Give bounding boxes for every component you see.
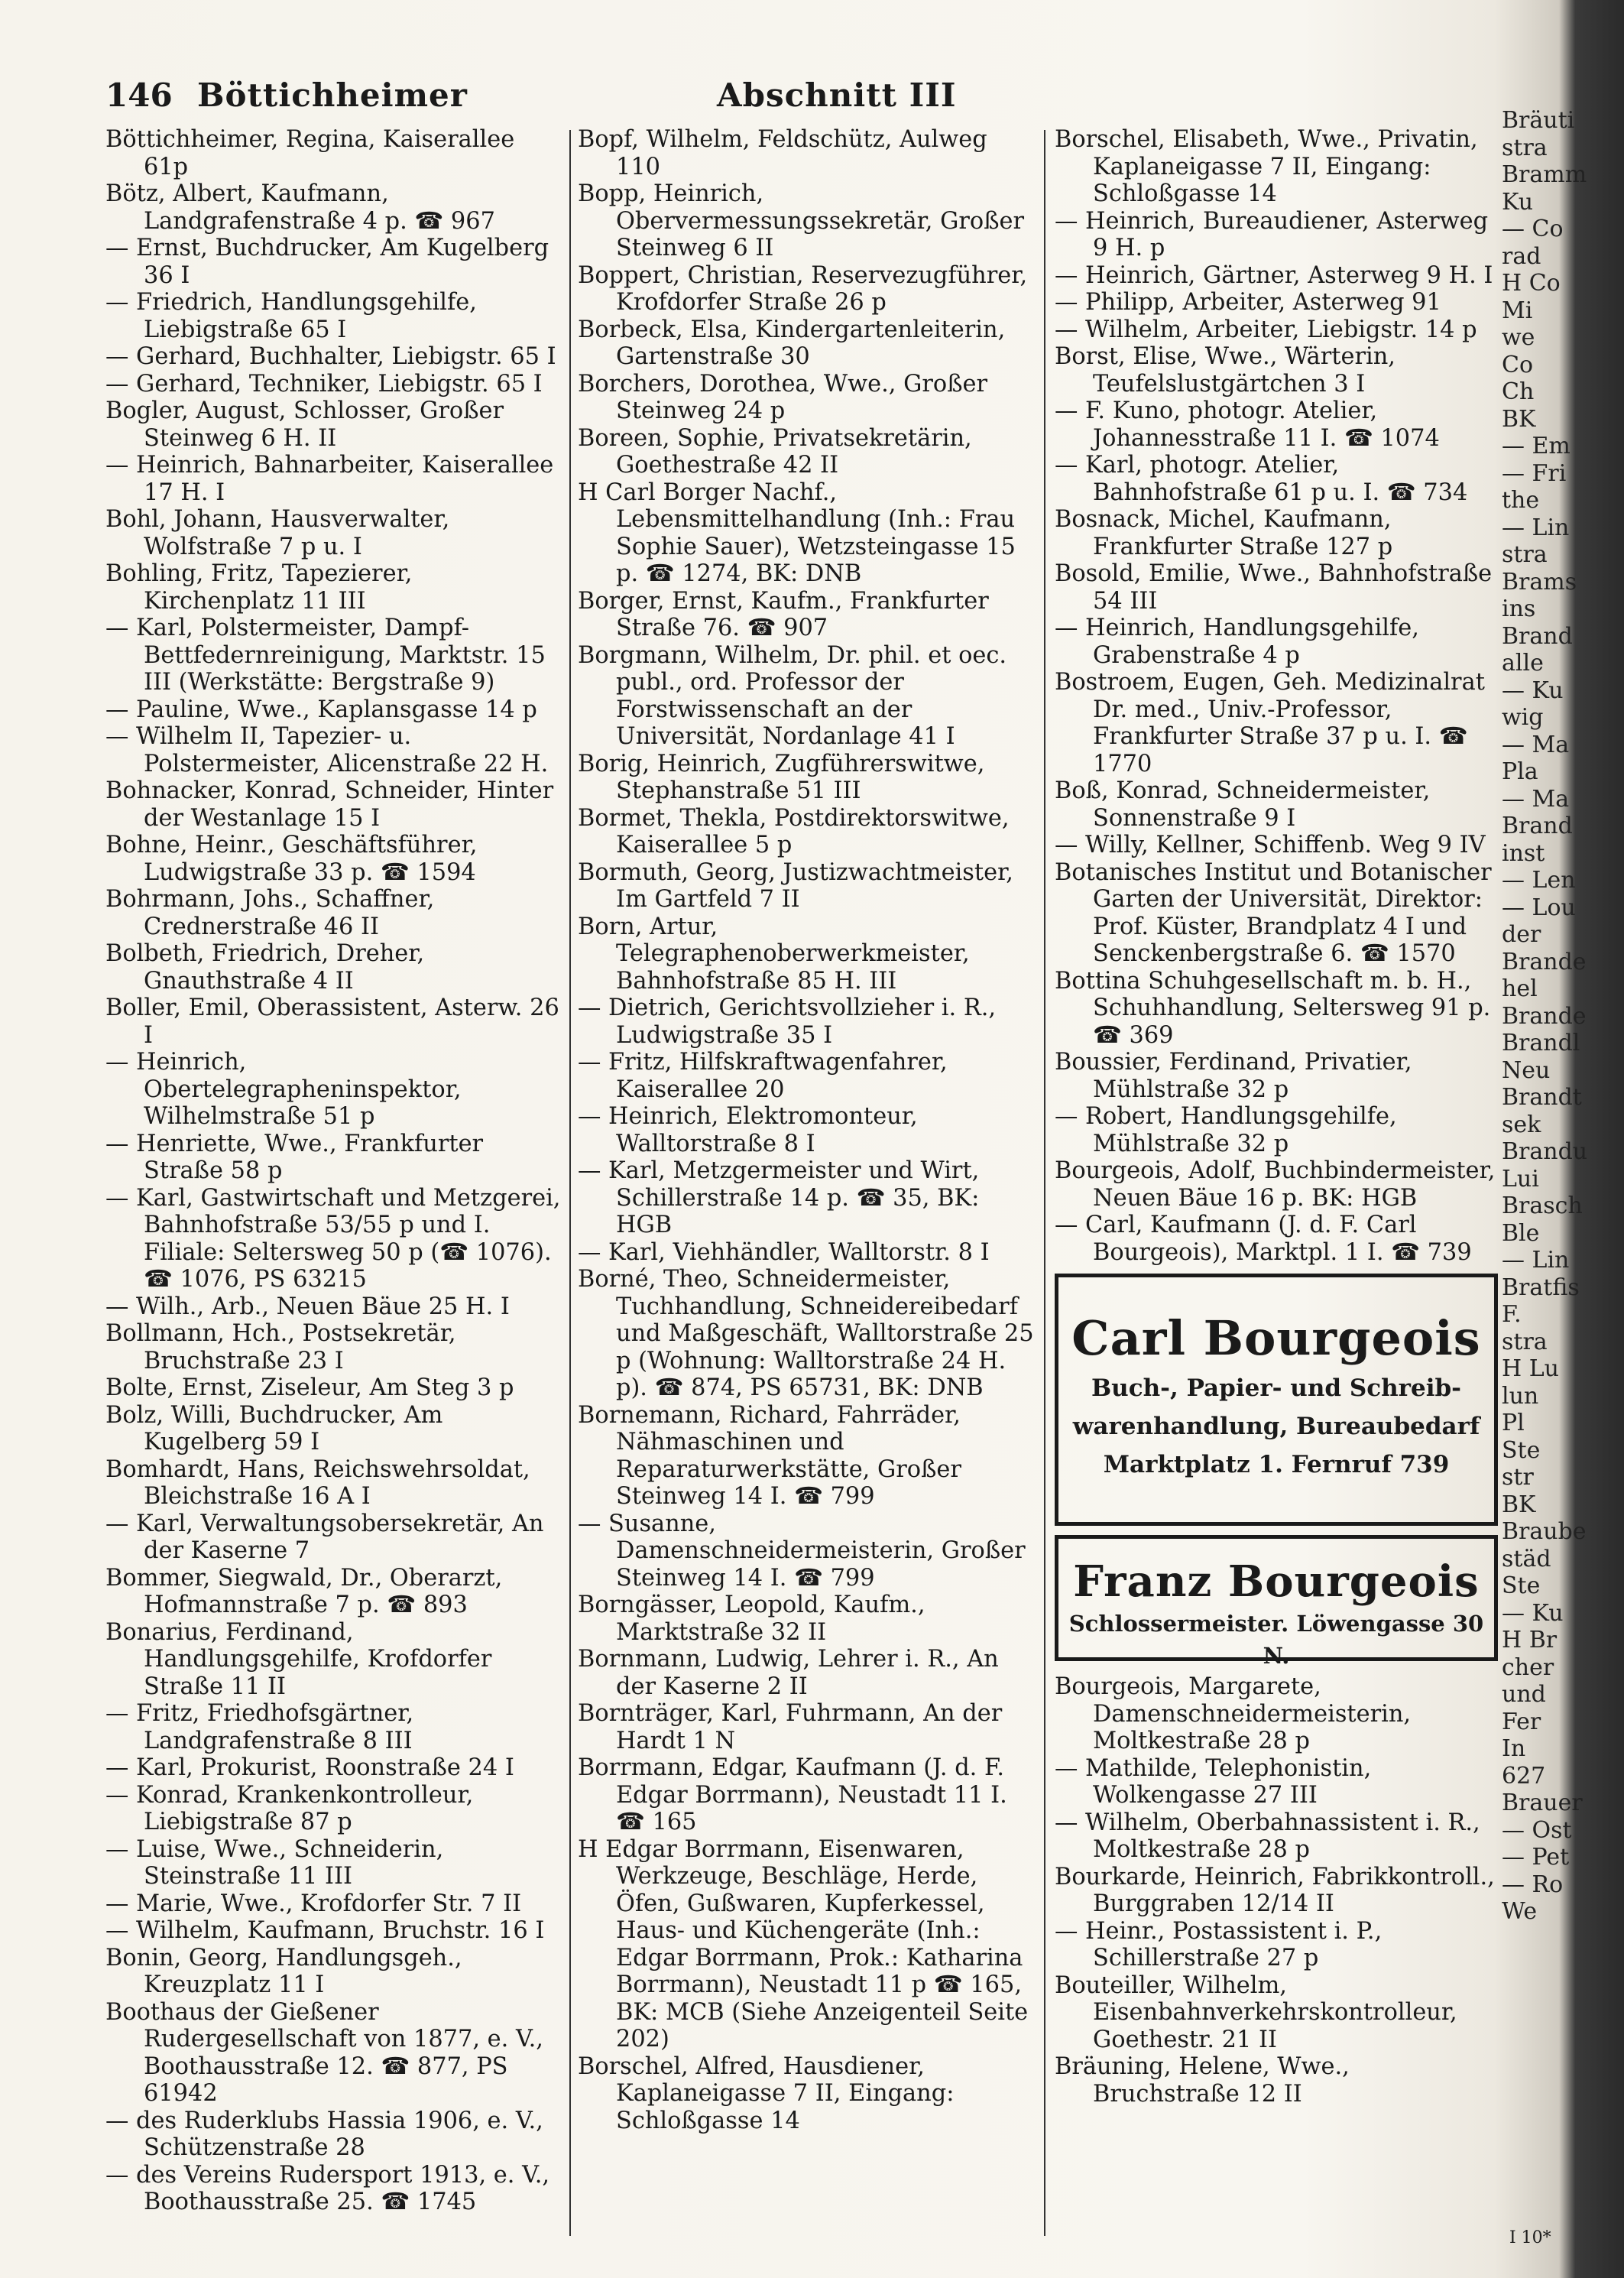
margin-fragment: der [1502,921,1541,948]
signature-mark: I 10* [1509,2228,1551,2247]
directory-entry: Borgmann, Wilhelm, Dr. phil. et oec. publ., ord. Professor der Forstwissenschaft an der Universität, Nordanlage 41 I [578,641,1007,750]
margin-fragment: Ble [1502,1219,1540,1247]
margin-fragment: Co [1502,351,1534,378]
directory-entry: — F. Kuno, photogr. Atelier, Johannesstraße 11 I. ☎ 1074 [1055,398,1440,452]
directory-entry: Bosold, Emilie, Wwe., Bahnhofstraße 54 III [1055,560,1493,615]
directory-entry: Boß, Konrad, Schneidermeister, Sonnenstraße 9 I [1055,777,1431,832]
margin-fragment: BK [1502,405,1536,433]
directory-entry: Bonin, Georg, Handlungsgeh., Kreuzplatz 11 I [105,1944,462,1998]
directory-entry: Bourgeois, Adolf, Buchbindermeister, Neuen Bäue 16 p. BK: HGB [1055,1157,1496,1212]
directory-entry: — Karl, Viehhändler, Walltorstr. 8 I [578,1238,990,1266]
margin-fragment: — Len [1502,867,1576,894]
section-title: Abschnitt III [717,76,957,114]
margin-fragment: Brandt [1502,1084,1582,1111]
margin-fragment: Mi [1502,297,1533,324]
directory-entry: — Wilh., Arb., Neuen Bäue 25 H. I [105,1293,510,1320]
directory-entry: Bosnack, Michel, Kaufmann, Frankfurter Straße 127 p [1055,506,1393,560]
margin-fragment: Ste [1502,1436,1541,1464]
directory-entry: Borchers, Dorothea, Wwe., Großer Steinweg 24 p [578,370,988,424]
margin-fragment: — Lou [1502,894,1576,921]
margin-fragment: — Ku [1502,677,1564,704]
column-left [105,126,562,2247]
directory-entry: Borrmann, Edgar, Kaufmann (J. d. F. Edgar Borrmann), Neustadt 11 I. ☎ 165 [578,1754,1007,1835]
margin-fragment: Fer [1502,1708,1541,1735]
entry-list-bottom [1055,1673,1498,2108]
margin-fragment: Bräuti [1502,107,1575,134]
margin-fragment: — Fri [1502,459,1567,487]
margin-fragment: we [1502,324,1535,351]
column-middle [578,126,1034,2247]
margin-fragment: — Lin [1502,514,1570,541]
directory-entry: — Heinr., Postassistent i. P., Schillerstraße 27 p [1055,1917,1383,1971]
margin-fragment: — Co [1502,216,1564,242]
directory-entry: — Friedrich, Handlungsgehilfe, Liebigstraße 65 I [105,289,477,343]
directory-entry: Bouteiller, Wilhelm, Eisenbahnverkehrskontrolleur, Goethestr. 21 II [1055,1971,1457,2053]
directory-entry: Bornträger, Karl, Fuhrmann, An der Hardt 1 N [578,1700,1003,1754]
directory-entry: — Heinrich, Obertelegrapheninspektor, Wilhelmstraße 51 p [105,1049,462,1130]
margin-fragment: sek [1502,1111,1541,1138]
directory-entry: Boppert, Christian, Reservezugführer, Krofdorfer Straße 26 p [578,261,1028,316]
directory-entry: — Marie, Wwe., Krofdorfer Str. 7 II [105,1890,522,1917]
directory-entry: — Wilhelm, Kaufmann, Bruchstr. 16 I [105,1917,545,1944]
directory-entry: — Pauline, Wwe., Kaplansgasse 14 p [105,696,537,723]
margin-fragment: — Lin [1502,1247,1570,1274]
directory-entry: Bohrmann, Johs., Schaffner, Crednerstraße 46 II [105,886,435,940]
directory-entry: Borig, Heinrich, Zugführerswitwe, Stephanstraße 51 III [578,750,985,804]
directory-entry: Bolz, Willi, Buchdrucker, Am Kugelberg 59 I [105,1401,443,1455]
directory-entry: Bogler, August, Schlosser, Großer Steinweg 6 H. II [105,398,504,452]
margin-fragment: Bramm [1502,161,1587,188]
margin-fragment: inst [1502,839,1545,867]
directory-entry: — des Vereins Rudersport 1913, e. V., Boothausstraße 25. ☎ 1745 [105,2161,550,2215]
directory-entry: — Wilhelm II, Tapezier- u. Polstermeister, Alicenstraße 22 H. [105,723,549,777]
directory-entry: — Fritz, Hilfskraftwagenfahrer, Kaiserallee 20 [578,1049,948,1103]
directory-entry: — des Ruderklubs Hassia 1906, e. V., Schützenstraße 28 [105,2107,543,2161]
directory-entry: Boothaus der Gießener Rudergesellschaft von 1877, e. V., Boothausstraße 12. ☎ 877, PS 61942 [105,1998,543,2107]
directory-entry: H Edgar Borrmann, Eisenwaren, Werkzeuge, Beschläge, Herde, Öfen, Gußwaren, Kupferkessel, Haus- und Küchengeräte (Inh.: Edgar Borrmann, Prok.: Katharina Borrmann), Neustadt 11 p ☎ 165, BK: MCB (Siehe Anzeigenteil Seite 202) [578,1835,1029,2052]
directory-entry: — Heinrich, Gärtner, Asterweg 9 H. I [1055,261,1493,289]
directory-entry: — Mathilde, Telephonistin, Wolkengasse 27 III [1055,1754,1372,1809]
directory-entry: — Wilhelm, Oberbahnassistent i. R., Moltkestraße 28 p [1055,1809,1480,1863]
directory-entry: Bonarius, Ferdinand, Handlungsgehilfe, Krofdorfer Straße 11 II [105,1618,492,1700]
directory-entry: Bohl, Johann, Hausverwalter, Wolfstraße 7 p u. I [105,506,450,560]
entry-list-top [1055,126,1498,1266]
directory-entry: Bolbeth, Friedrich, Dreher, Gnauthstraße 4 II [105,940,425,995]
directory-entry: Bohnacker, Konrad, Schneider, Hinter der Westanlage 15 I [105,777,554,832]
margin-fragment: Ku [1502,188,1534,216]
ad-title: Franz Bourgeois [1073,1556,1480,1607]
margin-fragment: — Ku [1502,1599,1564,1627]
margin-fragment: BK [1502,1491,1536,1518]
directory-entry: Borst, Elise, Wwe., Wärterin, Teufelslustgärtchen 3 I [1055,343,1395,398]
directory-entry: — Dietrich, Gerichtsvollzieher i. R., Ludwigstraße 35 I [578,995,997,1049]
margin-fragment: stra [1502,541,1548,568]
ad-title: Carl Bourgeois [1071,1310,1481,1366]
ad-line: Schlossermeister. Löwengasse 30 N. [1068,1611,1484,1669]
column-divider [1044,130,1045,2236]
directory-entry: — Karl, Polstermeister, Dampf-Bettfedernreinigung, Marktstr. 15 III (Werkstätte: Bergstraße 9) [105,615,546,696]
directory-entry: Bornmann, Ludwig, Lehrer i. R., An der Kaserne 2 II [578,1646,999,1700]
directory-entry: Borschel, Elisabeth, Wwe., Privatin, Kaplaneigasse 7 II, Eingang: Schloßgasse 14 [1055,126,1478,207]
directory-entry: Borné, Theo, Schneidermeister, Tuchhandlung, Schneidereibedarf und Maßgeschäft, Walltorstraße 25 p (Wohnung: Walltorstraße 24 H. p). ☎ 874, PS 65731, BK: DNB [578,1266,1034,1401]
margin-fragment: Ste [1502,1572,1541,1599]
margin-fragment: Brande [1502,948,1587,975]
margin-fragment: rad [1502,242,1541,270]
directory-entry: Bommer, Siegwald, Dr., Oberarzt, Hofmannstraße 7 p. ☎ 893 [105,1564,503,1618]
directory-entry: Bohling, Fritz, Tapezierer, Kirchenplatz 11 III [105,560,413,615]
margin-fragment: str [1502,1464,1534,1491]
directory-entry: — Heinrich, Handlungsgehilfe, Grabenstraße 4 p [1055,615,1419,669]
directory-entry: — Willy, Kellner, Schiffenb. Weg 9 IV [1055,832,1486,858]
directory-entry: — Heinrich, Bahnarbeiter, Kaiserallee 17 H. I [105,452,554,506]
margin-fragment: Braube [1502,1518,1587,1545]
margin-fragment: stra [1502,134,1548,161]
directory-entry: Born, Artur, Telegraphenoberwerkmeister, Bahnhofstraße 85 H. III [578,913,970,995]
directory-entry: — Philipp, Arbeiter, Asterweg 91 [1055,289,1441,316]
margin-fragment: Brandl [1502,1030,1580,1056]
directory-entry: Boreen, Sophie, Privatsekretärin, Goethestraße 42 II [578,424,972,479]
margin-fragment: the [1502,487,1540,514]
margin-fragment: H Br [1502,1627,1558,1653]
column-divider [569,130,571,2236]
margin-fragment: Brande [1502,1002,1587,1030]
directory-entry: Borschel, Alfred, Hausdiener, Kaplaneigasse 7 II, Eingang: Schloßgasse 14 [578,2052,955,2134]
directory-entry: — Karl, Verwaltungsobersekretär, An der Kaserne 7 [105,1510,544,1564]
margin-fragment: hel [1502,975,1538,1002]
margin-fragment: Neu [1502,1056,1551,1084]
margin-fragment: Lui [1502,1165,1539,1193]
margin-fragment: Brams [1502,568,1577,595]
margin-fragment: — Pet [1502,1844,1570,1871]
margin-fragment: 627 [1502,1762,1546,1790]
directory-entry: — Konrad, Krankenkontrolleur, Liebigstraße 87 p [105,1781,474,1835]
directory-entry: — Ernst, Buchdrucker, Am Kugelberg 36 I [105,235,549,289]
margin-fragment: stra [1502,1328,1548,1355]
margin-fragment: — Em [1502,433,1571,459]
directory-entry: — Gerhard, Techniker, Liebigstr. 65 I [105,370,543,398]
ad-line: Buch-, Papier- und Schreib- [1091,1374,1462,1402]
margin-fragment: — Ma [1502,785,1570,813]
margin-fragment: — Ro [1502,1871,1564,1898]
directory-entry: Borger, Ernst, Kaufm., Frankfurter Straße 76. ☎ 907 [578,587,989,641]
directory-entry: Bohne, Heinr., Geschäftsführer, Ludwigstraße 33 p. ☎ 1594 [105,832,478,886]
margin-fragment: Brasch [1502,1193,1583,1219]
margin-fragment: Bratfis [1502,1274,1580,1301]
margin-fragment: Ch [1502,378,1535,405]
margin-fragment: ins [1502,595,1536,622]
directory-entry: Botanisches Institut und Botanischer Garten der Universität, Direktor: Prof. Küster, Brandplatz 4 I und Senckenbergstraße 6. ☎ 1570 [1055,858,1492,967]
directory-entry: Bomhardt, Hans, Reichswehrsoldat, Bleichstraße 16 A I [105,1455,530,1510]
directory-entry: Borngässer, Leopold, Kaufm., Marktstraße 32 II [578,1592,925,1646]
column-right [1055,126,1498,2247]
margin-fragment: We [1502,1898,1538,1925]
directory-entry: — Wilhelm, Arbeiter, Liebigstr. 14 p [1055,316,1477,343]
directory-entry: Bollmann, Hch., Postsekretär, Bruchstraße 23 I [105,1320,456,1374]
margin-fragment: In [1502,1735,1526,1762]
directory-entry: Bormet, Thekla, Postdirektorswitwe, Kaiserallee 5 p [578,804,1010,858]
directory-entry: Bostroem, Eugen, Geh. Medizinalrat Dr. med., Univ.-Professor, Frankfurter Straße 37 p u. I. ☎ 1770 [1055,669,1485,777]
advertisement-franz-bourgeois [1055,1535,1498,1669]
directory-entry: Boussier, Ferdinand, Privatier, Mühlstraße 32 p [1055,1049,1412,1103]
directory-entry: Bottina Schuhgesellschaft m. b. H., Schuhhandlung, Seltersweg 91 p. ☎ 369 [1055,967,1491,1049]
margin-fragment: — Ma [1502,731,1570,758]
directory-entry: — Carl, Kaufmann (J. d. F. Carl Bourgeois), Marktpl. 1 I. ☎ 739 [1055,1212,1472,1266]
directory-entry: — Fritz, Friedhofsgärtner, Landgrafenstraße 8 III [105,1700,414,1754]
page-number: 146 [105,76,173,114]
ad-line: Marktplatz 1. Fernruf 739 [1103,1451,1450,1478]
margin-fragment: F. [1502,1301,1522,1328]
directory-entry: — Karl, Prokurist, Roonstraße 24 I [105,1754,514,1781]
directory-entry: Boller, Emil, Oberassistent, Asterw. 26 I [105,995,559,1049]
margin-fragment: Brand [1502,813,1573,839]
running-head: Böttichheimer [197,76,468,114]
margin-fragment: Brandu [1502,1138,1588,1165]
directory-entry: Bormuth, Georg, Justizwachtmeister, Im Gartfeld 7 II [578,858,1013,913]
directory-entry: — Heinrich, Elektromonteur, Walltorstraße 8 I [578,1103,918,1157]
directory-entry: — Susanne, Damenschneidermeisterin, Großer Steinweg 14 I. ☎ 799 [578,1510,1026,1592]
directory-entry: H Carl Borger Nachf., Lebensmittelhandlung (Inh.: Frau Sophie Sauer), Wetzsteingasse 15 p. ☎ 1274, BK: DNB [578,479,1016,587]
directory-entry: Bourgeois, Margarete, Damenschneidermeisterin, Moltkestraße 28 p [1055,1673,1412,1754]
directory-entry: Böttichheimer, Regina, Kaiserallee 61p [105,126,515,180]
ad-line: warenhandlung, Bureaubedarf [1072,1413,1480,1440]
directory-entry: Bopp, Heinrich, Obervermessungssekretär, Großer Steinweg 6 II [578,180,1025,261]
directory-entry: — Gerhard, Buchhalter, Liebigstr. 65 I [105,343,556,370]
directory-entry: Bräuning, Helene, Wwe., Bruchstraße 12 II [1055,2053,1350,2108]
margin-fragment: Brauer [1502,1790,1583,1816]
margin-fragment: wig [1502,704,1544,731]
margin-fragment: alle [1502,650,1544,677]
margin-fragment: lun [1502,1382,1539,1410]
directory-entry: — Karl, Gastwirtschaft und Metzgerei, Bahnhofstraße 53/55 p und I. Filiale: Seltersweg 50 p (☎ 1076). ☎ 1076, PS 63215 [105,1184,561,1293]
page-header [105,76,1496,122]
directory-entry: Bötz, Albert, Kaufmann, Landgrafenstraße 4 p. ☎ 967 [105,180,495,235]
directory-entry: — Karl, photogr. Atelier, Bahnhofstraße 61 p u. I. ☎ 734 [1055,452,1468,506]
margin-fragment: H Co [1502,270,1561,297]
directory-entry: Borbeck, Elsa, Kindergartenleiterin, Gartenstraße 30 [578,316,1006,370]
directory-entry: — Luise, Wwe., Schneiderin, Steinstraße 11 III [105,1835,444,1890]
directory-entry: Bolte, Ernst, Ziseleur, Am Steg 3 p [105,1374,514,1401]
margin-fragment: cher [1502,1653,1554,1681]
margin-fragment: städ [1502,1545,1551,1572]
directory-entry: Bourkarde, Heinrich, Fabrikkontroll., Burggraben 12/14 II [1055,1863,1495,1917]
next-page-margin-text [1502,107,1624,2247]
margin-fragment: Brand [1502,622,1573,650]
margin-fragment: — Ost [1502,1816,1572,1844]
directory-entry: Bornemann, Richard, Fahrräder, Nähmaschinen und Reparaturwerkstätte, Großer Steinweg 14 I. ☎ 799 [578,1401,961,1510]
advertisement-carl-bourgeois [1055,1274,1498,1526]
directory-entry: Bopf, Wilhelm, Feldschütz, Aulweg 110 [578,126,987,180]
directory-entry: — Henriette, Wwe., Frankfurter Straße 58 p [105,1130,484,1184]
margin-fragment: Pla [1502,758,1538,785]
margin-fragment: und [1502,1681,1546,1708]
margin-fragment: Pl [1502,1410,1525,1436]
margin-fragment: H Lu [1502,1355,1559,1382]
directory-entry: — Heinrich, Bureaudiener, Asterweg 9 H. p [1055,207,1489,261]
directory-entry: — Karl, Metzgermeister und Wirt, Schillerstraße 14 p. ☎ 35, BK: HGB [578,1157,980,1238]
directory-entry: — Robert, Handlungsgehilfe, Mühlstraße 32 p [1055,1103,1397,1157]
